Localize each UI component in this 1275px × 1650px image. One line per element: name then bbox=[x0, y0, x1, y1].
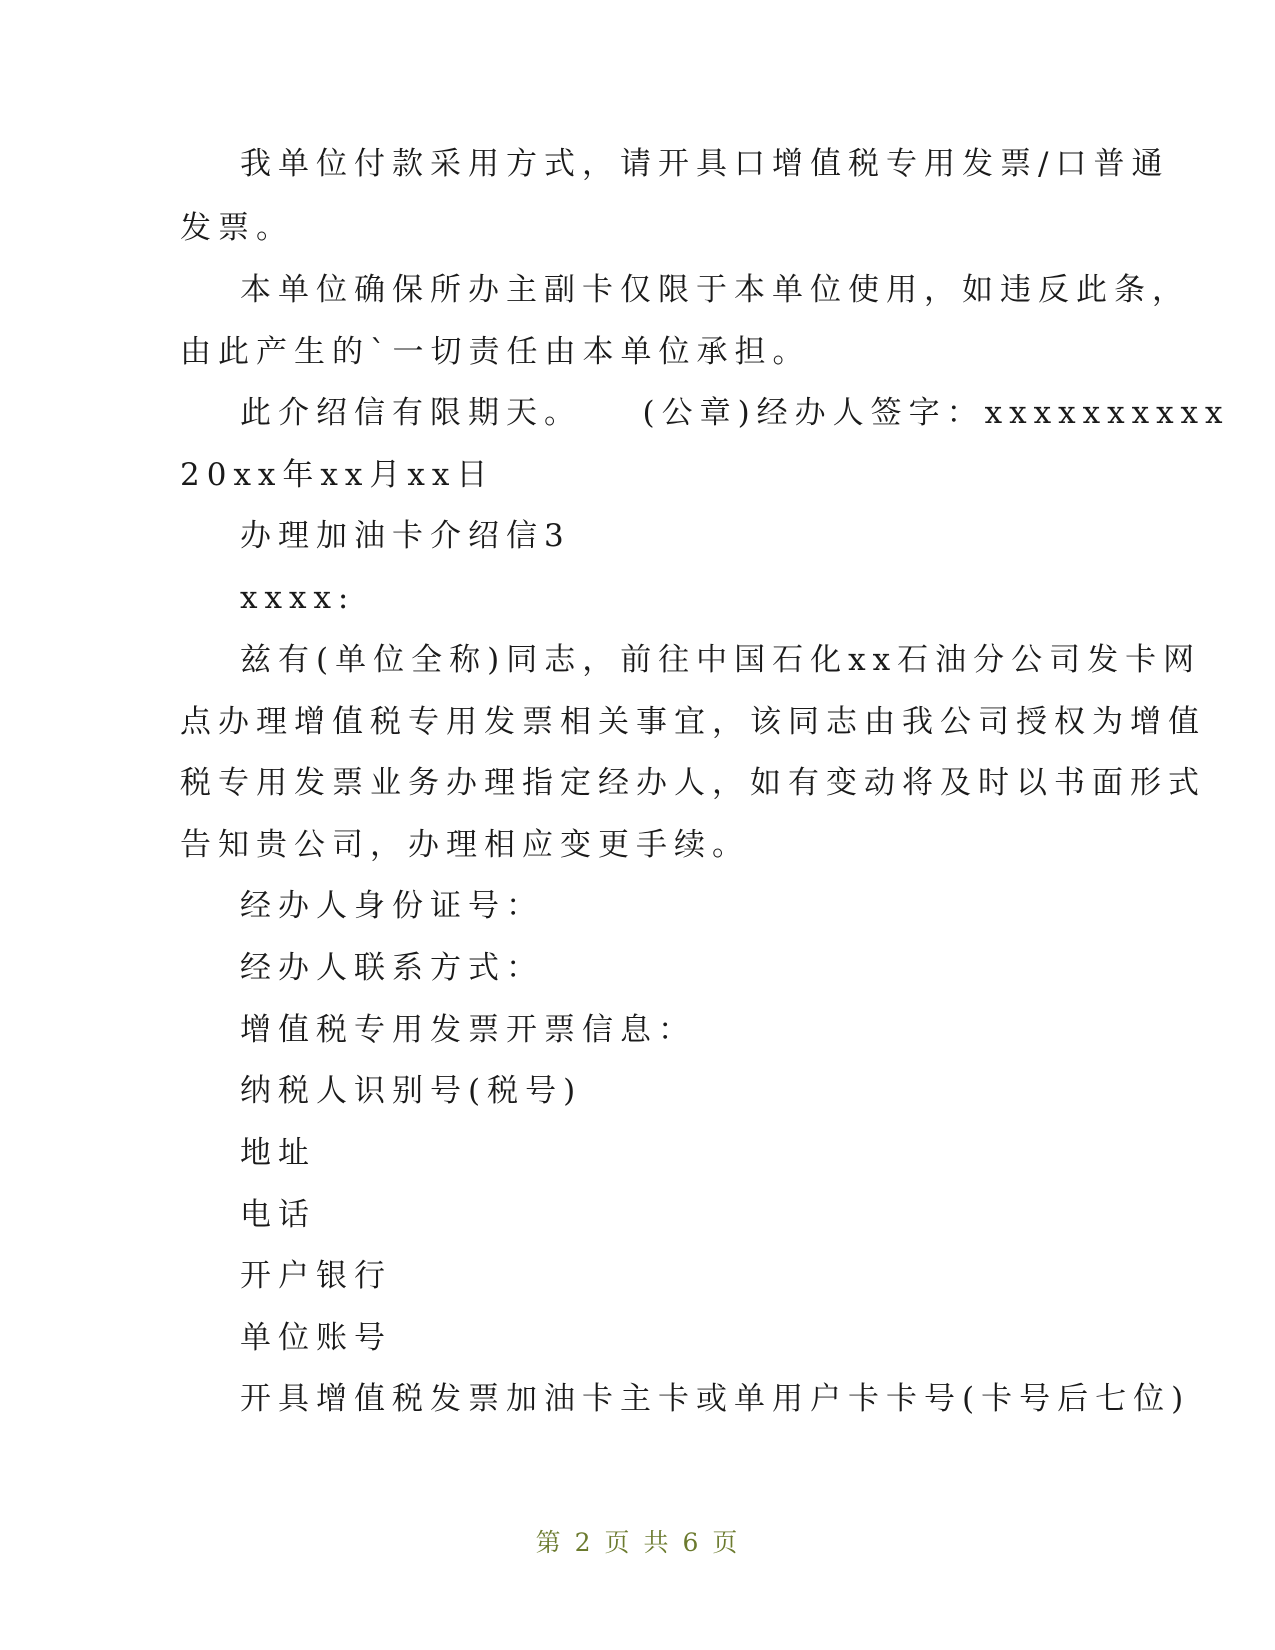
field-label: 地址 bbox=[240, 1135, 316, 1171]
field-label: 电话 bbox=[240, 1197, 316, 1233]
paragraph-line: 告知贵公司，办理相应变更手续。 bbox=[180, 827, 750, 863]
field-label: 经办人联系方式： bbox=[240, 950, 544, 986]
footer-total-pages: 6 bbox=[682, 1528, 701, 1557]
field-label: 开具增值税发票加油卡主卡或单用户卡卡号(卡号后七位) bbox=[240, 1381, 1191, 1417]
paragraph-line: 点办理增值税专用发票相关事宜，该同志由我公司授权为增值 bbox=[180, 704, 1206, 740]
salutation: xxxx: bbox=[240, 580, 356, 616]
field-label: 开户银行 bbox=[240, 1258, 392, 1294]
field-label: 纳税人识别号(税号) bbox=[240, 1073, 583, 1109]
date-line: 20xx年xx月xx日 bbox=[180, 457, 495, 493]
page-footer bbox=[0, 1528, 1275, 1558]
paragraph-line: 发票。 bbox=[180, 210, 294, 246]
paragraph-line: 由此产生的`一切责任由本单位承担。 bbox=[180, 334, 811, 370]
section-title: 办理加油卡介绍信3 bbox=[240, 518, 571, 554]
footer-label-total: 共 bbox=[643, 1528, 671, 1557]
paragraph-line: 兹有(单位全称)同志，前往中国石化xx石油分公司发卡网 bbox=[240, 642, 1202, 678]
field-label: 增值税专用发票开票信息： bbox=[240, 1012, 696, 1048]
footer-label-page: 第 bbox=[535, 1528, 563, 1557]
footer-current-page: 2 bbox=[574, 1528, 593, 1557]
paragraph-line: 我单位付款采用方式，请开具口增值税专用发票/口普通 bbox=[240, 146, 1170, 182]
paragraph-line: 本单位确保所办主副卡仅限于本单位使用，如违反此条， bbox=[240, 272, 1190, 308]
paragraph-line: 税专用发票业务办理指定经办人，如有变动将及时以书面形式 bbox=[180, 765, 1206, 801]
footer-label-unit2: 页 bbox=[712, 1528, 740, 1557]
field-label: 经办人身份证号： bbox=[240, 888, 544, 924]
field-label: 单位账号 bbox=[240, 1320, 392, 1356]
paragraph-line: 此介绍信有限期天。 (公章)经办人签字：xxxxxxxxxx bbox=[240, 395, 1230, 431]
footer-label-unit: 页 bbox=[604, 1528, 632, 1557]
